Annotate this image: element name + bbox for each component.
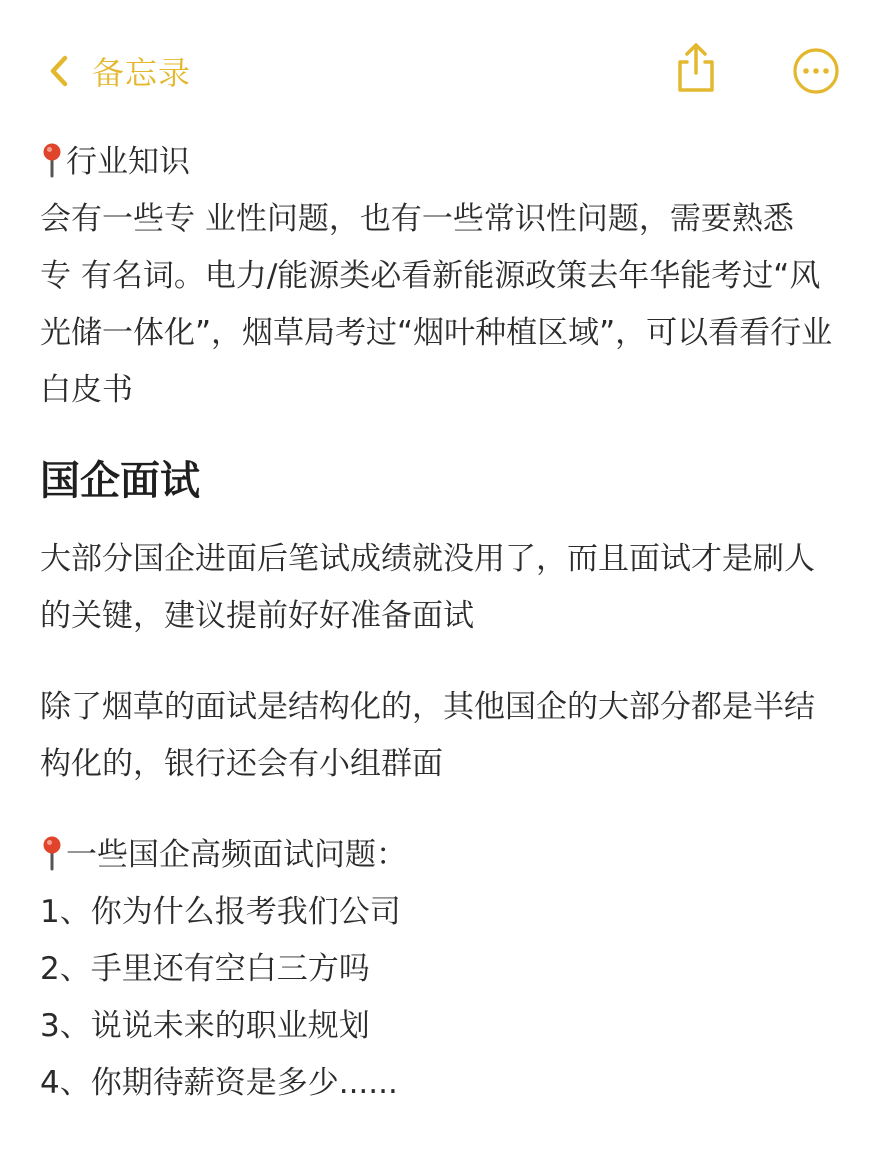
section-title-text: 行业知识 [66, 144, 190, 180]
list-item: 4、你期待薪资是多少...... [40, 1065, 398, 1101]
round-pushpin-icon [40, 835, 64, 871]
share-icon[interactable] [672, 42, 720, 94]
note-heading: 国企面试 [40, 458, 200, 504]
back-button[interactable] [48, 48, 191, 94]
paragraph [40, 679, 850, 793]
list-item: 2、手里还有空白三方吗 [40, 951, 370, 987]
section-title-questions [40, 827, 850, 884]
text-line: 专 有名词。电力/能源类必看新能源政策去年华能考过“风 [40, 258, 821, 294]
text-line: 的关键，建议提前好好准备面试 [40, 598, 474, 634]
text-line: 会有一些专 业性问题，也有一些常识性问题，需要熟悉 [40, 201, 794, 237]
paragraph [40, 531, 850, 645]
note-body[interactable] [40, 134, 850, 1112]
text-line: 白皮书 [40, 372, 133, 408]
text-line: 除了烟草的面试是结构化的，其他国企的大部分都是半结 [40, 689, 815, 725]
back-label: 备忘录 [92, 54, 192, 92]
more-icon[interactable] [792, 47, 840, 95]
round-pushpin-icon [40, 142, 64, 178]
text-line: 构化的，银行还会有小组群面 [40, 746, 443, 782]
navigation-bar [0, 0, 880, 140]
text-line: 光储一体化”，烟草局考过“烟叶种植区域”，可以看看行业 [40, 315, 833, 351]
list-item: 1、你为什么报考我们公司 [40, 894, 401, 930]
chevron-left-icon [48, 54, 70, 88]
list-item: 3、说说未来的职业规划 [40, 1008, 370, 1044]
section-title-industry [40, 134, 850, 191]
text-line: 大部分国企进面后笔试成绩就没用了，而且面试才是刷人 [40, 541, 815, 577]
section-title-text: 一些国企高频面试问题： [66, 837, 407, 873]
